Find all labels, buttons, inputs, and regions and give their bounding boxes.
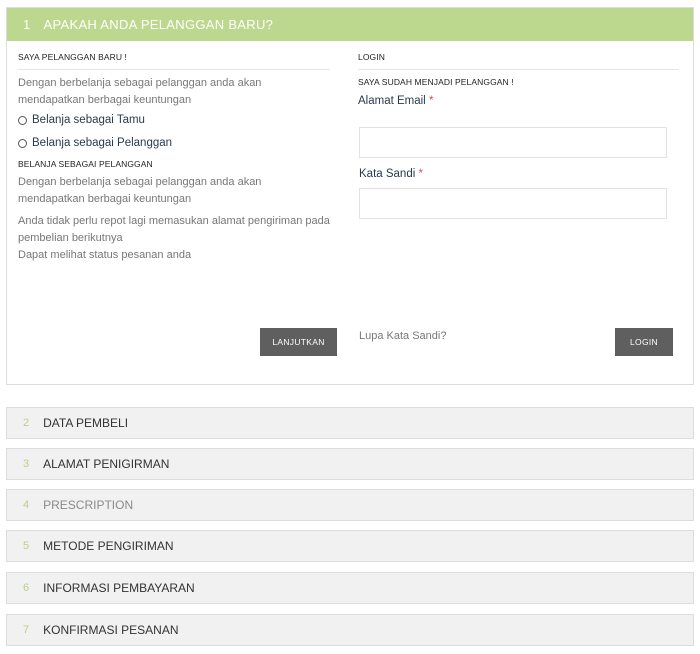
step-label: INFORMASI PEMBAYARAN (43, 581, 195, 595)
required-marker: * (428, 95, 434, 107)
customer-radio-label: Belanja sebagai Pelanggan (32, 137, 173, 149)
checkout-step-2[interactable] (6, 407, 694, 439)
step-label: ALAMAT PENIGIRMAN (43, 457, 170, 471)
new-customer-heading: SAYA PELANGGAN BARU ! (18, 52, 128, 62)
step-label: METODE PENGIRIMAN (43, 539, 174, 553)
continue-button[interactable]: LANJUTKAN (260, 328, 337, 356)
step-number: 5 (23, 540, 30, 552)
email-input[interactable] (359, 127, 667, 158)
step-number: 6 (23, 582, 30, 594)
login-button[interactable]: LOGIN (615, 328, 673, 356)
email-label: Alamat Email * (358, 95, 434, 107)
step-label: KONFIRMASI PESANAN (43, 623, 179, 637)
login-section (352, 52, 668, 107)
step-1-title: APAKAH ANDA PELANGGAN BARU? (43, 17, 274, 32)
step-label: DATA PEMBELI (43, 416, 129, 430)
password-label: Kata Sandi * (359, 168, 423, 180)
radio-guest-circle[interactable] (18, 116, 27, 125)
checkout-step-5[interactable] (6, 530, 694, 562)
guest-radio[interactable] (18, 114, 330, 126)
step-1-header[interactable] (7, 8, 693, 41)
checkout-step-3[interactable] (6, 448, 694, 480)
new-customer-section (18, 52, 330, 264)
benefits-heading: BELANJA SEBAGAI PELANGGAN (18, 159, 153, 169)
forgot-password-link[interactable]: Lupa Kata Sandi? (359, 330, 447, 342)
password-input[interactable] (359, 188, 667, 219)
step-1-number: 1 (23, 17, 31, 32)
benefit-address: Anda tidak perlu repot lagi memasukan alamat pengiriman pada pembelian berikutnya (18, 215, 330, 244)
divider (18, 69, 330, 70)
divider (358, 69, 679, 70)
checkout-step-4[interactable] (6, 489, 694, 521)
step-number: 7 (23, 624, 30, 636)
step-number: 3 (23, 458, 30, 470)
step-number: 4 (23, 499, 30, 511)
required-marker: * (418, 168, 423, 180)
new-customer-intro: Dengan berbelanja sebagai pelanggan anda akan mendapatkan berbagai keuntungan (18, 77, 262, 106)
checkout-step-6[interactable] (6, 572, 694, 604)
customer-radio[interactable] (18, 137, 330, 149)
radio-customer-circle[interactable] (18, 139, 27, 148)
benefits-intro: Dengan berbelanja sebagai pelanggan anda akan mendapatkan berbagai keuntungan (18, 176, 262, 205)
step-label: PRESCRIPTION (43, 498, 134, 512)
login-subheading: SAYA SUDAH MENJADI PELANGGAN ! (358, 77, 514, 87)
benefit-order-status: Dapat melihat status pesanan anda (18, 249, 192, 261)
step-number: 2 (23, 417, 30, 429)
checkout-step-7[interactable] (6, 614, 694, 646)
login-heading: LOGIN (358, 52, 385, 62)
guest-radio-label: Belanja sebagai Tamu (32, 114, 145, 126)
